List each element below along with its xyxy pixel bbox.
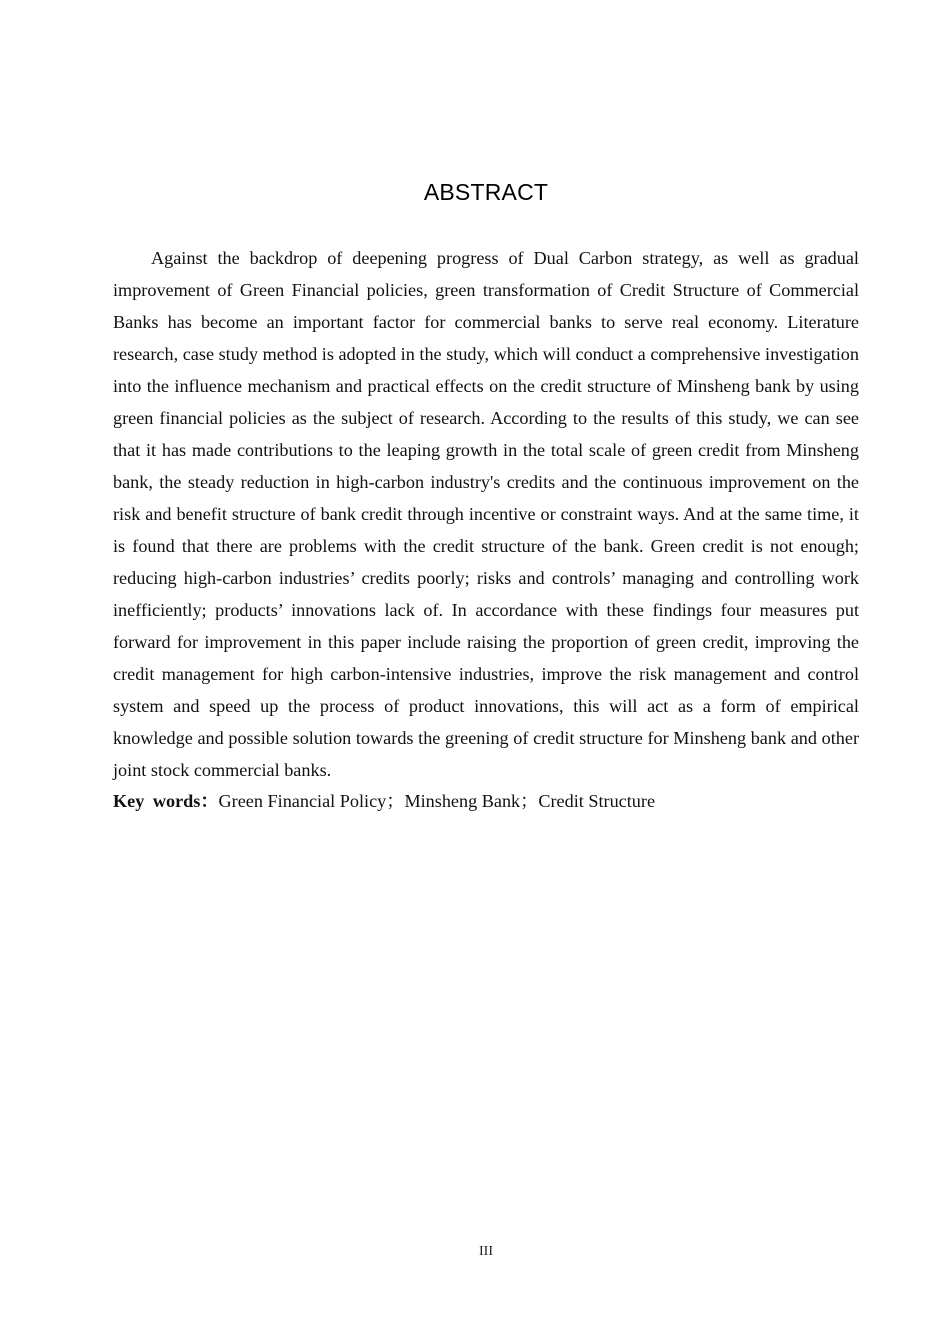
abstract-title: ABSTRACT — [423, 179, 549, 205]
abstract-body: Against the backdrop of deepening progress of Dual Carbon strategy, as well as gradual improvement of Green Financial policies, green transformation of Credit Structure of Commercial Banks has become an important factor for commercial banks to serve real economy. Literature research, case study method is adopted in the study, which will conduct a comprehensive investigation into the influence mechanism and practical effects on the credit structure of Minsheng bank by using green financial policies as the subject of research. According to the results of this study, we can see that it has made contributions to the leaping growth in the total scale of green credit from Minsheng bank, the steady reduction in high-carbon industry's credits and the continuous improvement on the risk and benefit structure of bank credit through incentive or constraint ways. And at the same time, it is found that there are problems with the credit structure of the bank. Green credit is not enough; reducing high-carbon industries’ credits poorly; risks and controls’ managing and controlling work inefficiently; products’ innovations lack of. In accordance with these findings four measures put forward for improvement in this paper include raising the proportion of green credit, improving the credit management for high carbon-intensive industries, improve the risk management and control system and speed up the process of product innovations, this will act as a form of empirical knowledge and possible solution towards the greening of credit structure for Minsheng bank and other joint stock commercial banks. — [113, 248, 859, 780]
keyword-item: Credit Structure — [538, 791, 656, 811]
keyword-item: Minsheng Bank — [404, 791, 521, 811]
page-number: III — [479, 1244, 493, 1259]
keywords-label: Key words： — [113, 791, 219, 811]
keyword-separator: ； — [386, 791, 405, 811]
keyword-item: Green Financial Policy — [218, 791, 387, 811]
keyword-separator: ； — [520, 791, 539, 811]
keywords-line — [113, 786, 859, 816]
